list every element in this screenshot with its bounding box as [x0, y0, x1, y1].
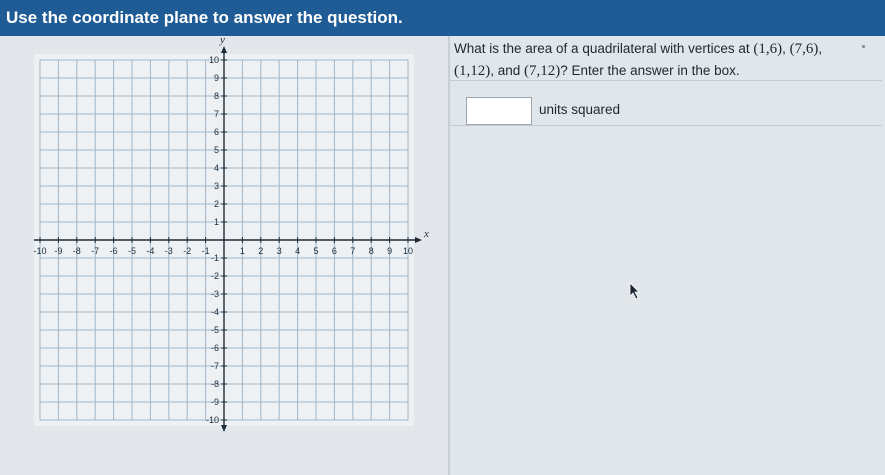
x-tick-label: -4 [146, 246, 155, 256]
x-tick-label: -6 [109, 246, 118, 256]
separator-2: , [818, 41, 823, 56]
y-tick-label: 10 [208, 55, 219, 65]
header-bar [0, 0, 885, 36]
answer-input[interactable] [466, 97, 532, 125]
x-tick-label: 10 [402, 246, 414, 256]
y-tick-label: 7 [213, 109, 219, 119]
y-tick-label: 1 [213, 217, 219, 227]
x-axis-arrow [415, 237, 422, 243]
x-tick-label: 6 [331, 246, 337, 256]
question-intro: What is the area of a quadrilateral with vertices at [454, 41, 754, 56]
stray-dot [862, 45, 865, 48]
y-tick-label: -1 [210, 253, 219, 263]
answer-row [450, 80, 882, 126]
x-tick-label: -9 [54, 246, 63, 256]
mouse-pointer-icon [628, 282, 642, 300]
y-axis-arrow-up [221, 46, 227, 53]
x-tick-label: 3 [276, 246, 282, 256]
x-tick-label: -3 [164, 246, 173, 256]
x-tick-label: 2 [258, 246, 264, 256]
x-tick-label: 9 [387, 246, 393, 256]
x-tick-label: 8 [368, 246, 374, 256]
y-tick-label: 3 [213, 181, 219, 191]
question-instruction: ? Enter the answer in the box. [560, 63, 740, 78]
x-tick-label: -10 [33, 246, 47, 256]
y-tick-label: -10 [205, 415, 219, 425]
separator-1: , [782, 41, 790, 56]
y-tick-label: -5 [210, 325, 219, 335]
coordinate-plane [0, 36, 448, 475]
vertex-3: (1,12) [454, 63, 491, 79]
y-tick-label: -6 [210, 343, 219, 353]
vertex-4: (7,12) [524, 63, 561, 79]
graph-pane [0, 36, 448, 475]
y-tick-label: -3 [210, 289, 219, 299]
x-tick-label: 7 [350, 246, 356, 256]
page-title: Use the coordinate plane to answer the question. [6, 8, 403, 27]
y-tick-label: 5 [213, 145, 219, 155]
x-tick-label: 1 [239, 246, 245, 256]
y-tick-label: 8 [213, 91, 219, 101]
vertex-1: (1,6) [753, 41, 783, 57]
y-axis-arrow-down [221, 425, 227, 432]
separator-3: , and [490, 63, 525, 78]
x-tick-label: 5 [313, 246, 319, 256]
x-tick-label: -8 [72, 246, 81, 256]
y-tick-label: -2 [210, 271, 219, 281]
question-text [454, 38, 874, 82]
y-tick-label: 9 [213, 73, 219, 83]
x-tick-label: -7 [91, 246, 100, 256]
y-tick-label: -4 [210, 307, 219, 317]
x-tick-label: -1 [201, 246, 210, 256]
x-tick-label: 4 [295, 246, 301, 256]
y-axis-label: y [220, 36, 225, 46]
y-tick-label: -8 [210, 379, 219, 389]
y-tick-label: -7 [210, 361, 219, 371]
x-axis-label: x [424, 228, 429, 240]
x-tick-label: -2 [183, 246, 192, 256]
vertex-2: (7,6) [789, 41, 819, 57]
y-tick-label: -9 [210, 397, 219, 407]
x-tick-label: -5 [127, 246, 137, 256]
y-tick-label: 2 [213, 199, 219, 209]
y-tick-label: 6 [213, 127, 219, 137]
y-tick-label: 4 [213, 163, 219, 173]
units-label: units squared [539, 102, 621, 117]
